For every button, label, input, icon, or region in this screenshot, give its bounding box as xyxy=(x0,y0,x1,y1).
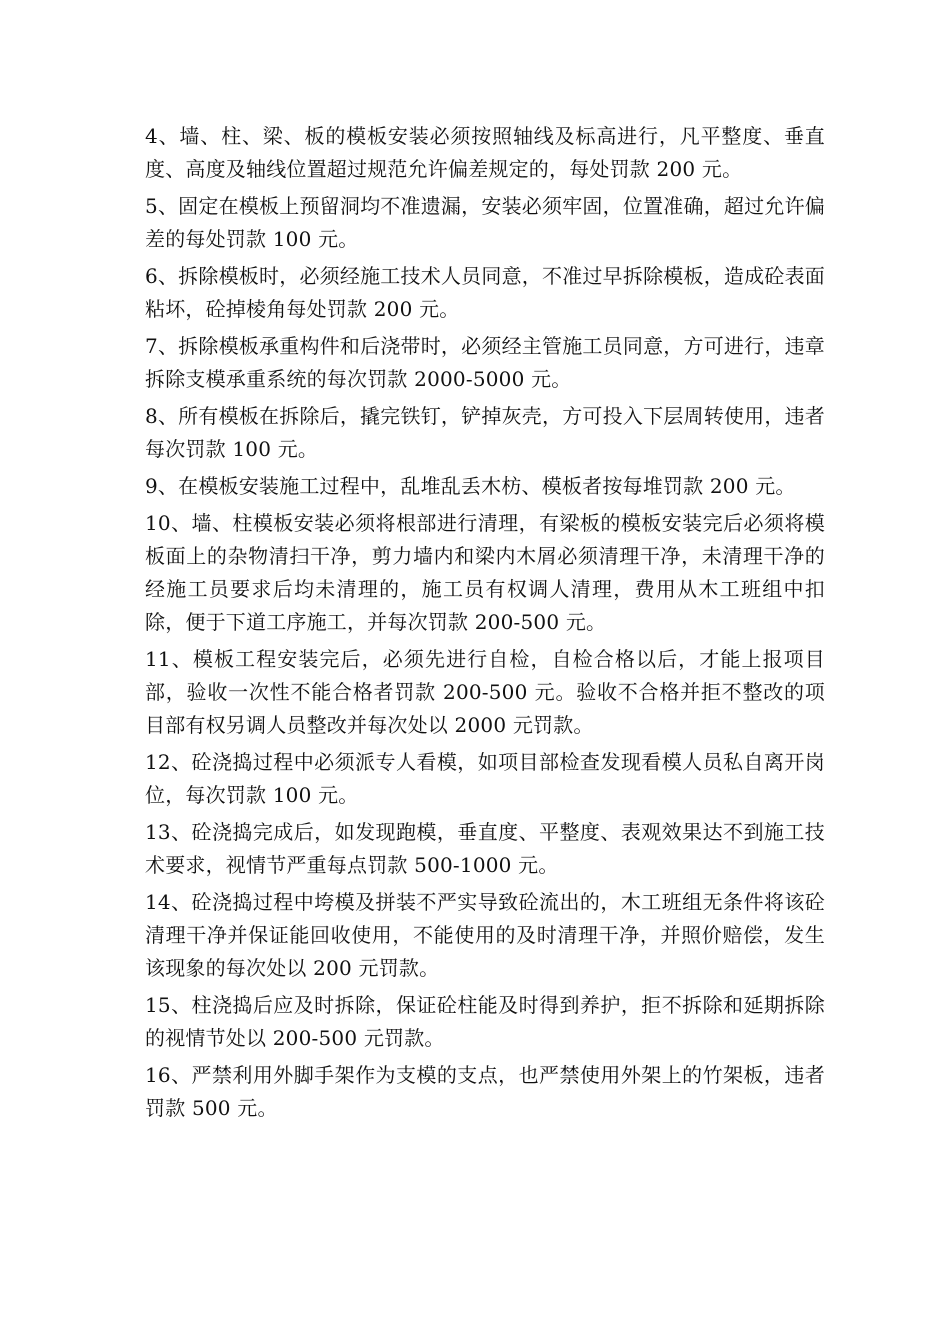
rule-paragraph-10: 10、墙、柱模板安装必须将根部进行清理，有梁板的模板安装完后必须将模板面上的杂物清扫干净，剪力墙内和梁内木屑必须清理干净，未清理干净的经施工员要求后均未清理的，施工员有权调人清理，费用从木工班组中扣除，便于下道工序施工，并每次罚款 200-500 元。 xyxy=(145,511,825,634)
rule-paragraph-16: 16、严禁利用外脚手架作为支模的支点，也严禁使用外架上的竹架板，违者罚款 500 元。 xyxy=(145,1063,825,1120)
rule-paragraph-12: 12、砼浇捣过程中必须派专人看模，如项目部检查发现看模人员私自离开岗位，每次罚款 100 元。 xyxy=(145,750,825,807)
rule-paragraph-13: 13、砼浇捣完成后，如发现跑模，垂直度、平整度、表观效果达不到施工技术要求，视情节严重每点罚款 500-1000 元。 xyxy=(145,820,825,877)
rule-paragraph-11: 11、模板工程安装完后，必须先进行自检，自检合格以后，才能上报项目部，验收一次性不能合格者罚款 200-500 元。验收不合格并拒不整改的项目部有权另调人员整改并每次处以 2000 元罚款。 xyxy=(145,647,825,737)
rule-paragraph-6: 6、拆除模板时，必须经施工技术人员同意，不准过早拆除模板，造成砼表面粘坏，砼掉棱角每处罚款 200 元。 xyxy=(145,264,825,321)
rule-paragraph-8: 8、所有模板在拆除后，撬完铁钉，铲掉灰壳，方可投入下层周转使用，违者每次罚款 100 元。 xyxy=(145,404,825,461)
rule-paragraph-5: 5、固定在模板上预留洞均不准遗漏，安装必须牢固，位置准确，超过允许偏差的每处罚款 100 元。 xyxy=(145,194,825,251)
rule-paragraph-14: 14、砼浇捣过程中垮模及拼装不严实导致砼流出的，木工班组无条件将该砼清理干净并保证能回收使用，不能使用的及时清理干净，并照价赔偿，发生该现象的每次处以 200 元罚款。 xyxy=(145,890,825,980)
rule-paragraph-15: 15、柱浇捣后应及时拆除，保证砼柱能及时得到养护，拒不拆除和延期拆除的视情节处以 200-500 元罚款。 xyxy=(145,993,825,1050)
rule-paragraph-4: 4、墙、柱、梁、板的模板安装必须按照轴线及标高进行，凡平整度、垂直度、高度及轴线位置超过规范允许偏差规定的，每处罚款 200 元。 xyxy=(145,124,825,181)
rule-paragraph-9: 9、在模板安装施工过程中，乱堆乱丢木枋、模板者按每堆罚款 200 元。 xyxy=(145,474,796,498)
document-body xyxy=(145,120,825,1129)
rule-paragraph-7: 7、拆除模板承重构件和后浇带时，必须经主管施工员同意，方可进行，违章拆除支模承重系统的每次罚款 2000-5000 元。 xyxy=(145,334,825,391)
